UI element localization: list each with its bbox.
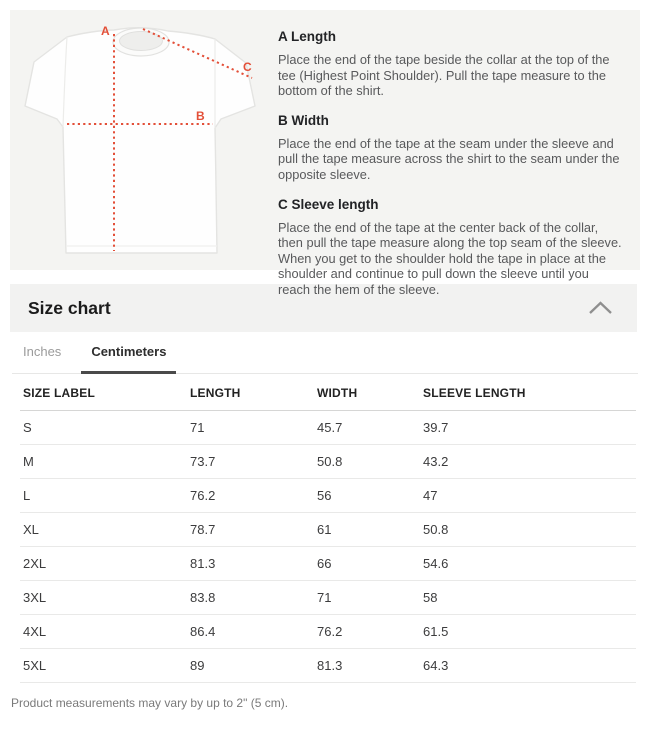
cell-sleeve: 50.8 [420,513,636,547]
size-table-header-row [20,374,636,411]
cell-size: 3XL [20,581,187,615]
cell-length: 81.3 [187,547,314,581]
cell-sleeve: 39.7 [420,411,636,445]
table-row [20,513,636,547]
cell-length: 86.4 [187,615,314,649]
cell-width: 66 [314,547,420,581]
cell-length: 71 [187,411,314,445]
cell-length: 73.7 [187,445,314,479]
guide-section-title: B Width [278,112,329,128]
chevron-up-icon [588,301,613,315]
label-c: C [243,60,252,74]
collar-inner [120,32,163,51]
guide-section-body: Place the end of the tape at the seam under the sleeve and pull the tape measure across the shirt to the seam under the opposite sleeve. [278,135,620,182]
table-row [20,479,636,513]
cell-length: 83.8 [187,581,314,615]
guide-section-body: Place the end of the tape at the center back of the collar, then pull the tape measure along the top seam of the sleeve. When you get to the shoulder hold the tape in place at the shoulder and continue to pull down the sleeve until you reach the hem of the sleeve. [278,219,622,297]
unit-tab-bar [12,332,638,374]
table-row [20,649,636,683]
cell-size: L [20,479,187,513]
guide-section-length [278,29,622,99]
cell-sleeve: 58 [420,581,636,615]
cell-width: 81.3 [314,649,420,683]
cell-size: S [20,411,187,445]
cell-sleeve: 43.2 [420,445,636,479]
column-header-sleeve-length: SLEEVE LENGTH [420,374,636,411]
cell-sleeve: 47 [420,479,636,513]
table-row [20,547,636,581]
guide-section-title: A Length [278,29,336,44]
guide-section-body: Place the end of the tape beside the collar at the top of the tee (Highest Point Shoulder). Pull the tape measure to the bottom of the shirt. [278,52,610,99]
cell-sleeve: 61.5 [420,615,636,649]
collapse-size-chart-button[interactable] [584,297,617,319]
cell-size: XL [20,513,187,547]
cell-width: 50.8 [314,445,420,479]
measure-guide-panel [10,10,640,297]
cell-size: 5XL [20,649,187,683]
column-header-length: LENGTH [187,374,314,411]
cell-width: 56 [314,479,420,513]
cell-sleeve: 54.6 [420,547,636,581]
cell-length: 89 [187,649,314,683]
tab-inches[interactable]: Inches [23,344,62,359]
measurement-variance-note: Product measurements may vary by up to 2" (5 cm). [11,696,289,710]
table-row [20,411,636,445]
size-table [20,374,636,683]
cell-size: M [20,445,187,479]
cell-size: 4XL [20,615,187,649]
table-row [20,445,636,479]
column-header-width: WIDTH [314,374,420,411]
tshirt-body [25,28,255,253]
cell-size: 2XL [20,547,187,581]
cell-width: 76.2 [314,615,420,649]
tab-centimeters[interactable]: Centimeters [81,332,176,374]
guide-section-title: C Sleeve length [278,196,379,212]
cell-length: 76.2 [187,479,314,513]
guide-section-sleeve [278,197,622,298]
cell-sleeve: 64.3 [420,649,636,683]
measure-guide-text [278,10,640,297]
size-chart-title: Size chart [28,297,111,318]
label-b: B [196,109,205,123]
tshirt-diagram-svg [10,10,270,262]
cell-length: 78.7 [187,513,314,547]
cell-width: 45.7 [314,411,420,445]
table-row [20,615,636,649]
guide-section-width [278,113,622,183]
cell-width: 71 [314,581,420,615]
table-row [20,581,636,615]
column-header-size-label: SIZE LABEL [20,374,187,411]
label-a: A [101,24,110,38]
tshirt-measurement-diagram [10,10,278,262]
cell-width: 61 [314,513,420,547]
